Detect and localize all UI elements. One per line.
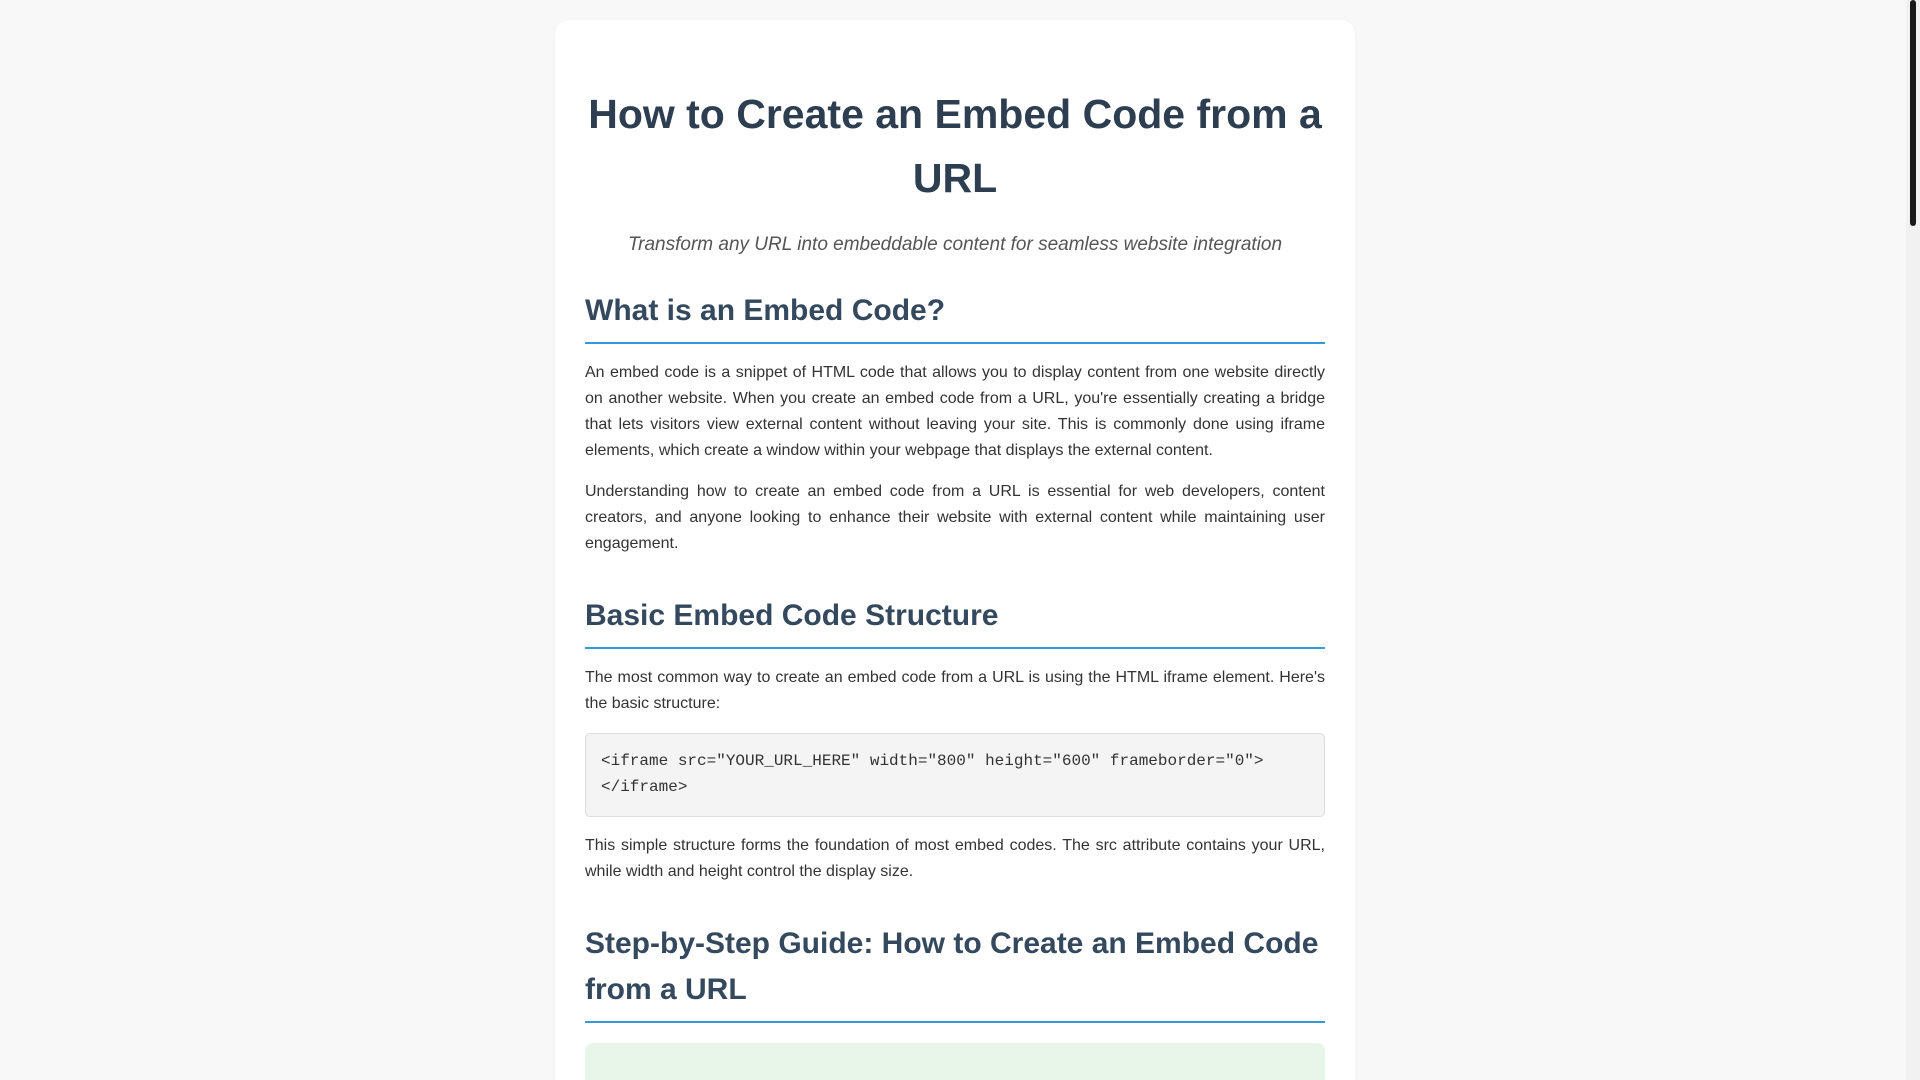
paragraph: Understanding how to create an embed code from a URL is essential for web developers, content creators, and anyone looking to enhance their website with external content while maintaining user engagement. xyxy=(585,483,1325,552)
page-title: How to Create an Embed Code from a URL xyxy=(588,91,1322,201)
paragraph: The most common way to create an embed code from a URL is using the HTML iframe element. Here's the basic structure: xyxy=(585,669,1325,712)
step-box xyxy=(585,1043,1325,1080)
section-heading-basic-structure: Basic Embed Code Structure xyxy=(585,593,1325,649)
article-card xyxy=(555,20,1355,1080)
paragraph: An embed code is a snippet of HTML code that allows you to display content from one website directly on another website. When you create an embed code from a URL, you're essentially creating a bridge that lets visitors view external content without leaving your site. This is commonly done using iframe elements, which create a window within your webpage that displays the external content. xyxy=(585,364,1325,459)
scrollbar-thumb[interactable] xyxy=(1910,0,1916,226)
section-heading-what-is-embed: What is an Embed Code? xyxy=(585,288,1325,344)
paragraph: This simple structure forms the foundation of most embed codes. The src attribute contains your URL, while width and height control the display size. xyxy=(585,837,1325,880)
page-subtitle: Transform any URL into embeddable content for seamless website integration xyxy=(627,234,1283,255)
page-scrollbar[interactable] xyxy=(1906,0,1920,1080)
code-block: <iframe src="YOUR_URL_HERE" width="800" height="600" frameborder="0"></iframe> xyxy=(585,733,1325,817)
section-heading-step-by-step: Step-by-Step Guide: How to Create an Embed Code from a URL xyxy=(585,921,1325,1023)
